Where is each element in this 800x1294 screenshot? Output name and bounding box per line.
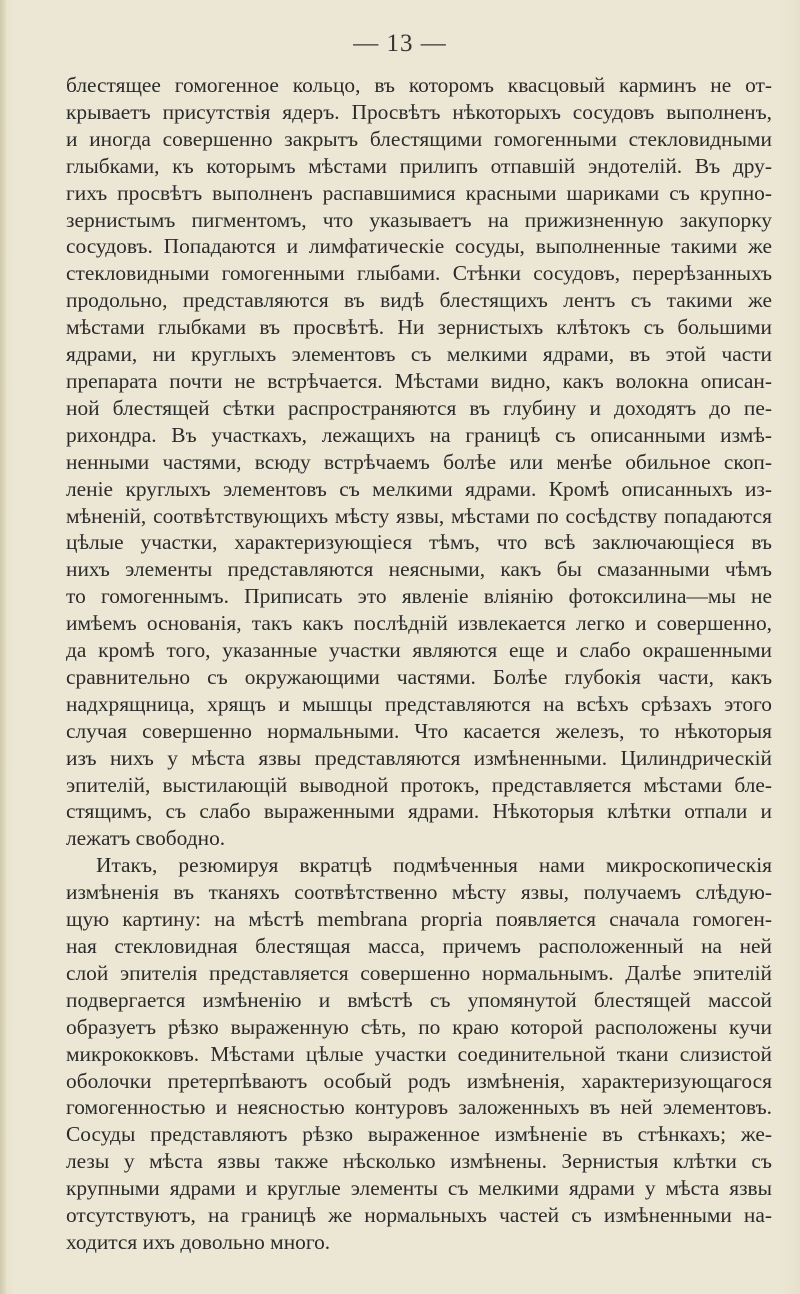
text-line: эпителій, выстилающій выводной протокъ, представляется мѣстами бле- [66, 772, 772, 797]
text-line: зернистымъ пигментомъ, что указываетъ на прижизненную закупорку [66, 207, 772, 232]
text-line: цѣлые участки, характеризующіеся тѣмъ, что всѣ заключающіеся въ [66, 530, 772, 555]
text-line: оболочки претерпѣваютъ особый родъ измѣненія, характеризующагося [66, 1068, 772, 1093]
text-line: Сосуды представляютъ рѣзко выраженное измѣненіе въ стѣнкахъ; же- [66, 1122, 772, 1147]
text-line: крываетъ присутствія ядеръ. Просвѣтъ нѣкоторыхъ сосудовъ выполненъ, [66, 99, 772, 124]
text-line: отсутствуютъ, на границѣ же нормальныхъ частей съ измѣненными на- [66, 1203, 772, 1228]
text-line: ной блестящей сѣтки распространяются въ глубину и доходятъ до пе- [66, 395, 772, 420]
paragraph [66, 72, 772, 852]
text-line: микрококковъ. Мѣстами цѣлые участки соединительной ткани слизистой [66, 1041, 772, 1066]
text-line: надхрящница, хрящъ и мышцы представляются на всѣхъ срѣзахъ этого [66, 691, 772, 716]
text-line: препарата почти не встрѣчается. Мѣстами видно, какъ волокна описан- [66, 368, 772, 393]
text-line: ная стекловидная блестящая масса, причемъ расположенный на ней [66, 934, 772, 958]
text-line: лезы у мѣста язвы также нѣсколько измѣнены. Зернистыя клѣтки съ [66, 1149, 772, 1174]
text-line: ходится ихъ довольно много. [66, 1229, 331, 1254]
text-line: блестящее гомогенное кольцо, въ которомъ квасцовый карминъ не от- [66, 73, 772, 97]
text-line: случая совершенно нормальными. Что касается железъ, то нѣкоторыя [66, 718, 772, 743]
text-line: стящимъ, съ слабо выраженными ядрами. Нѣкоторыя клѣтки отпали и [66, 799, 772, 824]
text-line: измѣненія въ тканяхъ соотвѣтственно мѣсту язвы, получаемъ слѣдую- [66, 880, 772, 905]
text-line: крупными ядрами и круглые элементы съ мелкими ядрами у мѣста язвы [66, 1176, 772, 1201]
text-line: и иногда совершенно закрытъ блестящими гомогенными стекловидными [66, 126, 772, 151]
text-line: сравнительно съ окружающими частями. Болѣе глубокія части, какъ [66, 664, 772, 689]
text-line: образуетъ рѣзко выраженную сѣть, по краю которой расположены кучи [66, 1014, 772, 1039]
text-line: мѣстами глыбками въ просвѣтѣ. Ни зернистыхъ клѣтокъ съ большими [66, 315, 772, 340]
text-line: нихъ элементы представляются неясными, какъ бы смазанными чѣмъ [66, 557, 772, 582]
text-line: рихондра. Въ участкахъ, лежащихъ на границѣ съ описанными измѣ- [66, 422, 772, 447]
text-line: леніе круглыхъ элементовъ съ мелкими ядрами. Кромѣ описанныхъ из- [66, 476, 772, 501]
text-line: глыбками, къ которымъ мѣстами прилипъ отпавшій эндотелій. Въ дру- [66, 153, 772, 178]
text-line: стекловидными гомогенными глыбами. Стѣнки сосудовъ, перерѣзанныхъ [66, 261, 772, 286]
text-line: изъ нихъ у мѣста язвы представляются измѣненными. Цилиндрическій [66, 745, 772, 770]
text-line: продольно, представляются въ видѣ блестящихъ лентъ съ такими же [66, 288, 772, 313]
text-line: мѣненій, соотвѣтствующихъ мѣсту язвы, мѣстами по сосѣдству попадаются [66, 503, 772, 528]
paragraph [66, 852, 772, 1256]
text-line: Итакъ, резюмируя вкратцѣ подмѣченныя нами микроскопическія [96, 853, 772, 878]
text-line: то гомогеннымъ. Приписать это явленіе вліянію фотоксилина—мы не [66, 584, 772, 609]
text-line: гомогенностью и неясностью контуровъ заложенныхъ въ ней элементовъ. [66, 1095, 772, 1120]
text-line: слой эпителія представляется совершенно нормальнымъ. Далѣе эпителій [66, 960, 772, 985]
text-line: ненными частями, всюду встрѣчаемъ болѣе или менѣе обильное скоп- [66, 449, 772, 474]
text-line: ядрами, ни круглыхъ элементовъ съ мелкими ядрами, въ этой части [66, 342, 772, 367]
text-line: лежатъ свободно. [66, 826, 226, 851]
page-spine-shadow [0, 0, 6, 1294]
text-line: щую картину: на мѣстѣ membrana propria появляется сначала гомоген- [66, 907, 772, 932]
text-line: гихъ просвѣтъ выполненъ распавшимися красными шариками съ крупно- [66, 180, 772, 205]
text-line: сосудовъ. Попадаются и лимфатическіе сосуды, выполненные такими же [66, 234, 772, 259]
text-line: подвергается измѣненію и вмѣстѣ съ упомянутой блестящей массой [66, 987, 772, 1012]
text-line: имѣемъ основанія, такъ какъ послѣдній извлекается легко и совершенно, [66, 611, 772, 636]
text-line: да кромѣ того, указанные участки являются еще и слабо окрашенными [66, 638, 772, 663]
page-number: — 13 — [353, 30, 447, 57]
body-text [66, 72, 772, 1256]
